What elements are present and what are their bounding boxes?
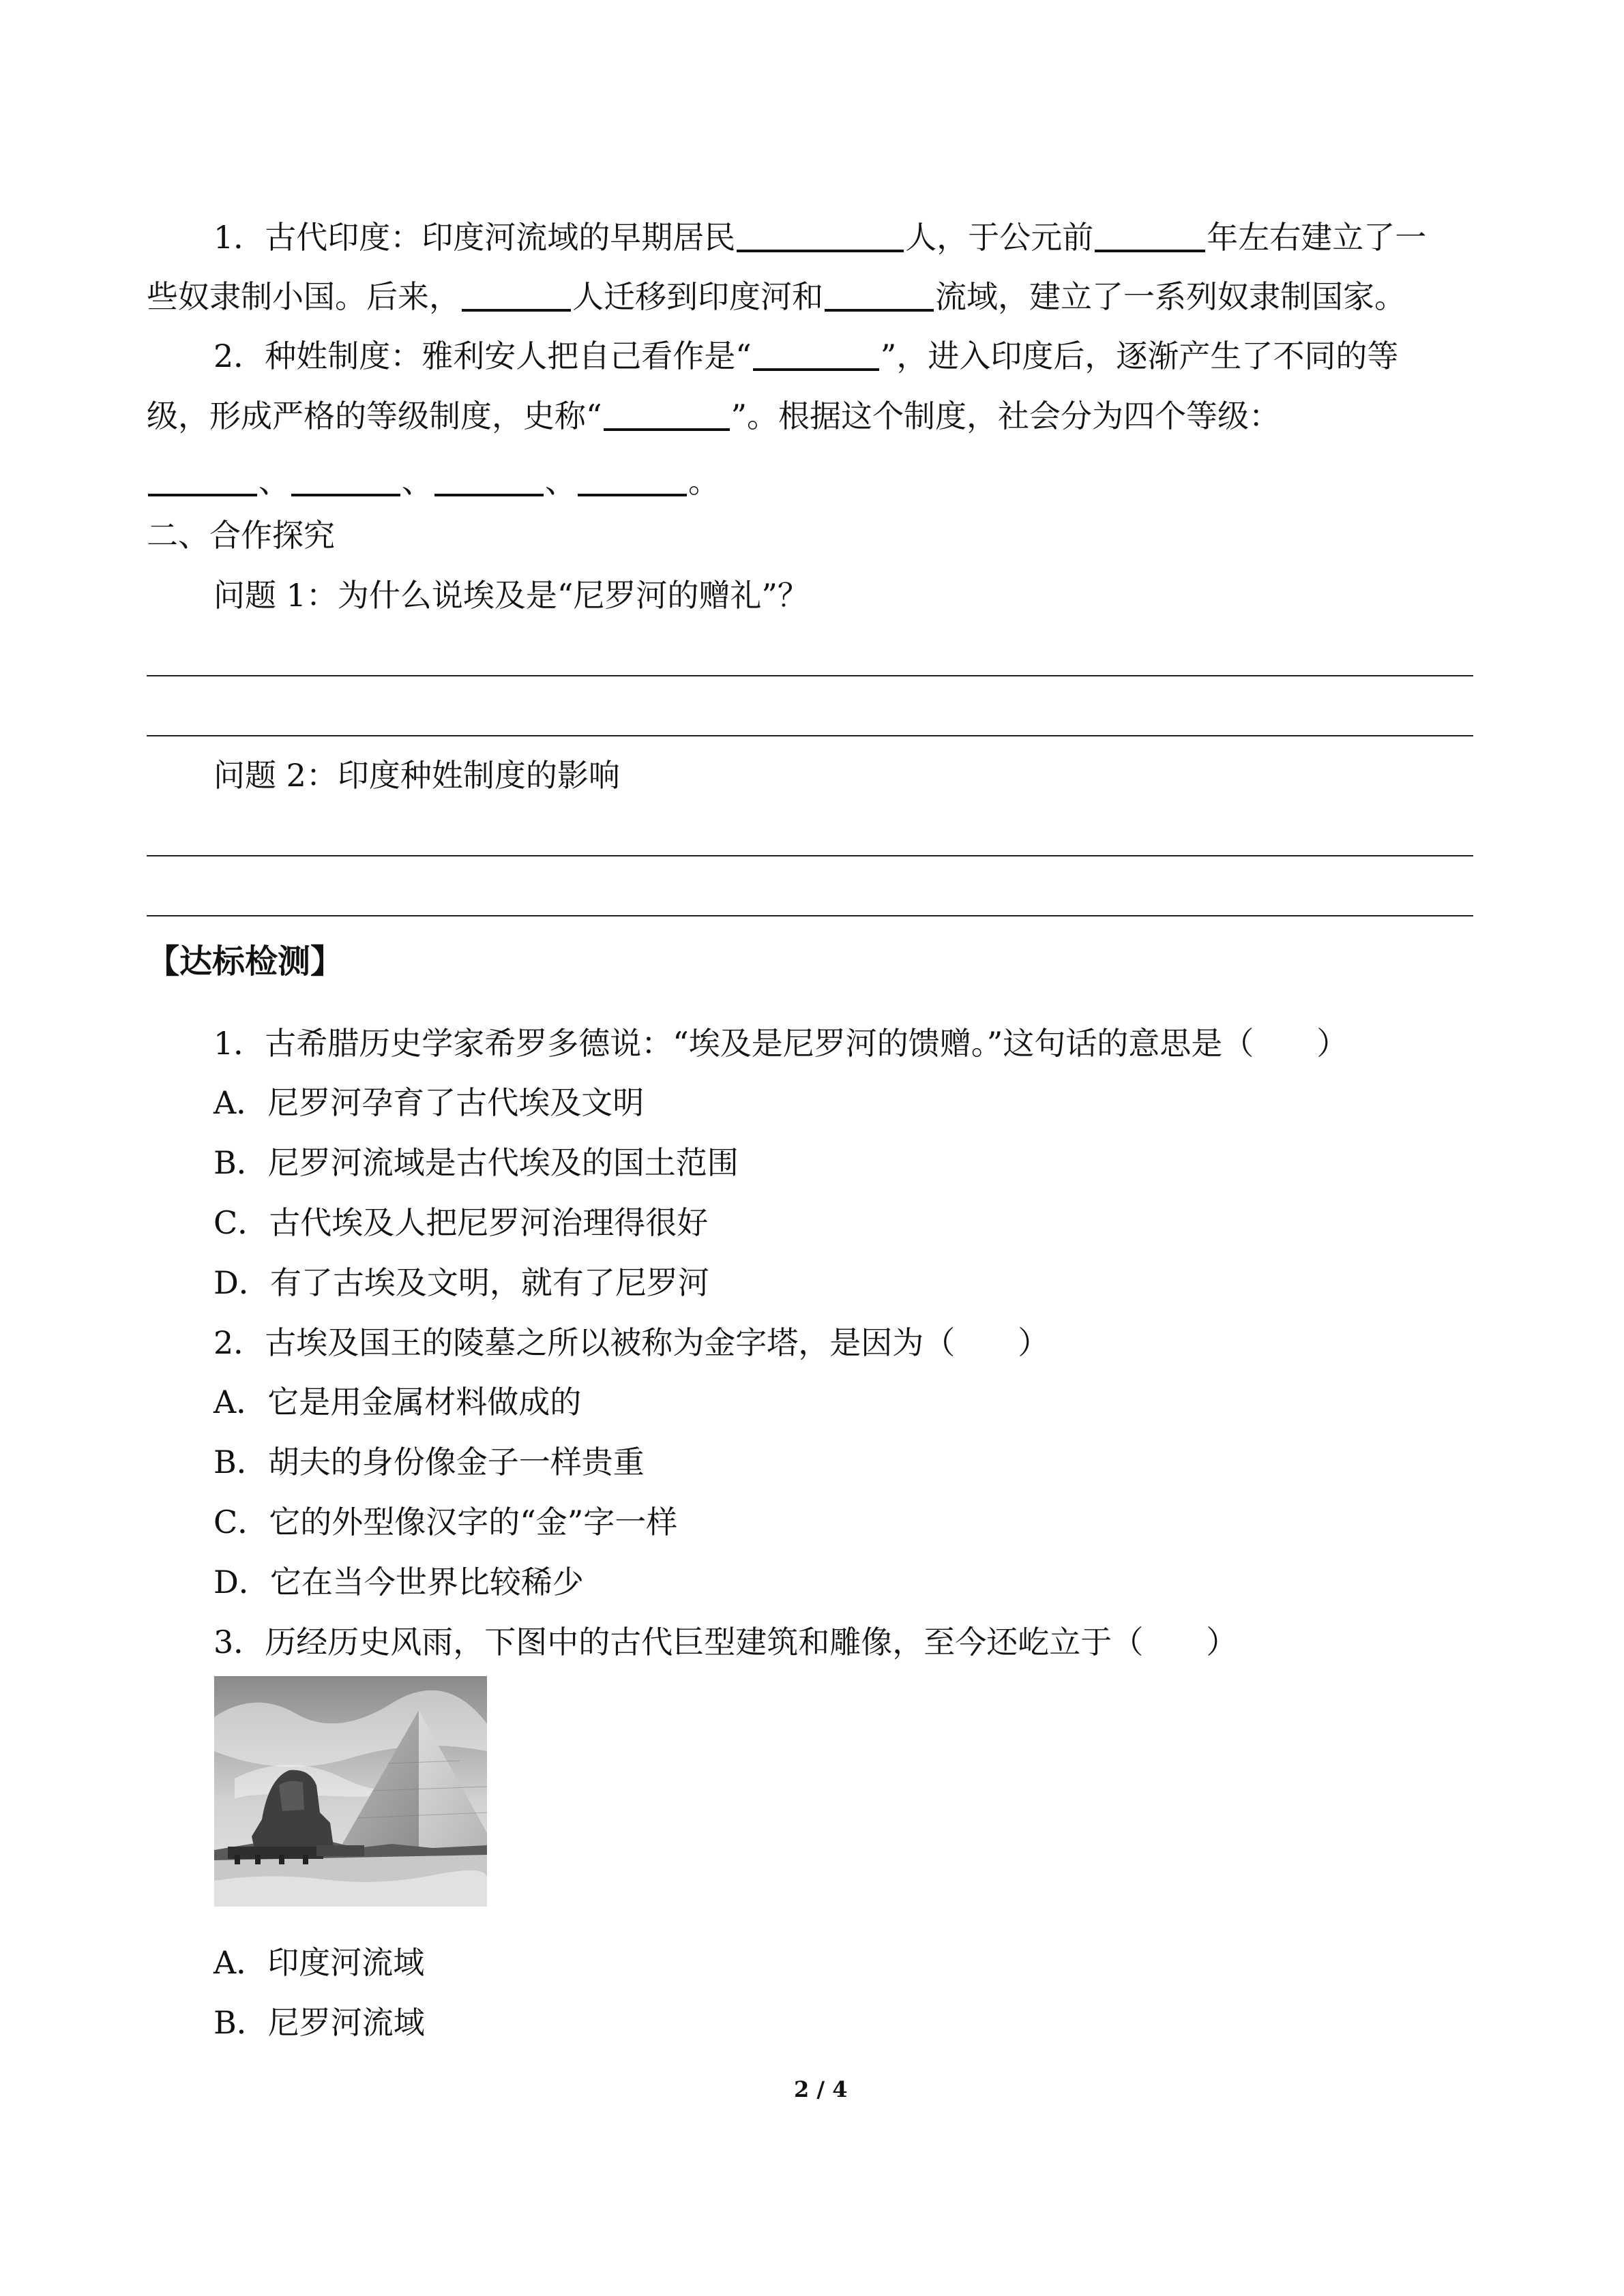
- fill-question-2-line-2: 级，形成严格的等级制度，史称“ ”。根据这个制度，社会分为四个等级：: [147, 398, 1281, 434]
- answer-blank[interactable]: [753, 341, 879, 371]
- option-d[interactable]: D．它在当今世界比较稀少: [213, 1564, 584, 1600]
- section-heading: 二、合作探究: [147, 517, 335, 554]
- answer-blank[interactable]: [148, 466, 257, 496]
- answer-line[interactable]: [147, 915, 1473, 916]
- discussion-question-2: 问题 2：印度种姓制度的影响: [213, 757, 620, 794]
- discussion-question-1: 问题 1：为什么说埃及是“尼罗河的赠礼”？: [213, 577, 809, 614]
- answer-blank[interactable]: [825, 282, 934, 312]
- test-section-header: 【达标检测】: [147, 942, 344, 981]
- option-a[interactable]: A．印度河流域: [213, 1944, 425, 1981]
- option-c[interactable]: C．古代埃及人把尼罗河治理得很好: [213, 1204, 709, 1241]
- answer-blank[interactable]: [578, 466, 687, 496]
- option-a[interactable]: A．它是用金属材料做成的: [213, 1384, 582, 1420]
- answer-blank[interactable]: [737, 222, 904, 252]
- answer-blank[interactable]: [604, 401, 730, 431]
- answer-blank[interactable]: [462, 282, 571, 312]
- answer-blank[interactable]: [291, 466, 400, 496]
- test-question-1: 1．古希腊历史学家希罗多德说：“埃及是尼罗河的馈赠。”这句话的意思是（ ）: [213, 1025, 1348, 1062]
- option-b[interactable]: B．尼罗河流域: [213, 2004, 425, 2041]
- test-question-2: 2．古埃及国王的陵墓之所以被称为金字塔，是因为（ ）: [213, 1324, 1050, 1361]
- fill-question-1-line-2: 些奴隶制小国。后来， 人迁移到印度河和 流域，建立了一系列奴隶制国家。: [147, 278, 1406, 315]
- test-question-3: 3．历经历史风雨，下图中的古代巨型建筑和雕像，至今还屹立于（ ）: [213, 1624, 1238, 1660]
- sphinx-pyramid-photo: [214, 1676, 487, 1907]
- fill-question-2-line-3: 、 、 、 。: [147, 466, 720, 497]
- page-number: 2 / 4: [794, 2076, 848, 2102]
- answer-blank[interactable]: [434, 466, 544, 496]
- option-c[interactable]: C．它的外型像汉字的“金”字一样: [213, 1504, 678, 1540]
- answer-line[interactable]: [147, 855, 1473, 856]
- answer-line[interactable]: [147, 675, 1473, 676]
- fill-question-2-line-1: 2．种姓制度：雅利安人把自己看作是“ ”，进入印度后，逐渐产生了不同的等: [213, 338, 1399, 374]
- fill-question-1-line-1: 1．古代印度：印度河流域的早期居民 人，于公元前 年左右建立了一: [213, 219, 1427, 256]
- answer-blank[interactable]: [1095, 222, 1205, 252]
- option-a[interactable]: A．尼罗河孕育了古代埃及文明: [213, 1084, 645, 1121]
- option-b[interactable]: B．尼罗河流域是古代埃及的国土范围: [213, 1144, 739, 1181]
- answer-line[interactable]: [147, 735, 1473, 736]
- option-d[interactable]: D．有了古埃及文明，就有了尼罗河: [213, 1264, 709, 1301]
- option-b[interactable]: B．胡夫的身份像金子一样贵重: [213, 1444, 645, 1480]
